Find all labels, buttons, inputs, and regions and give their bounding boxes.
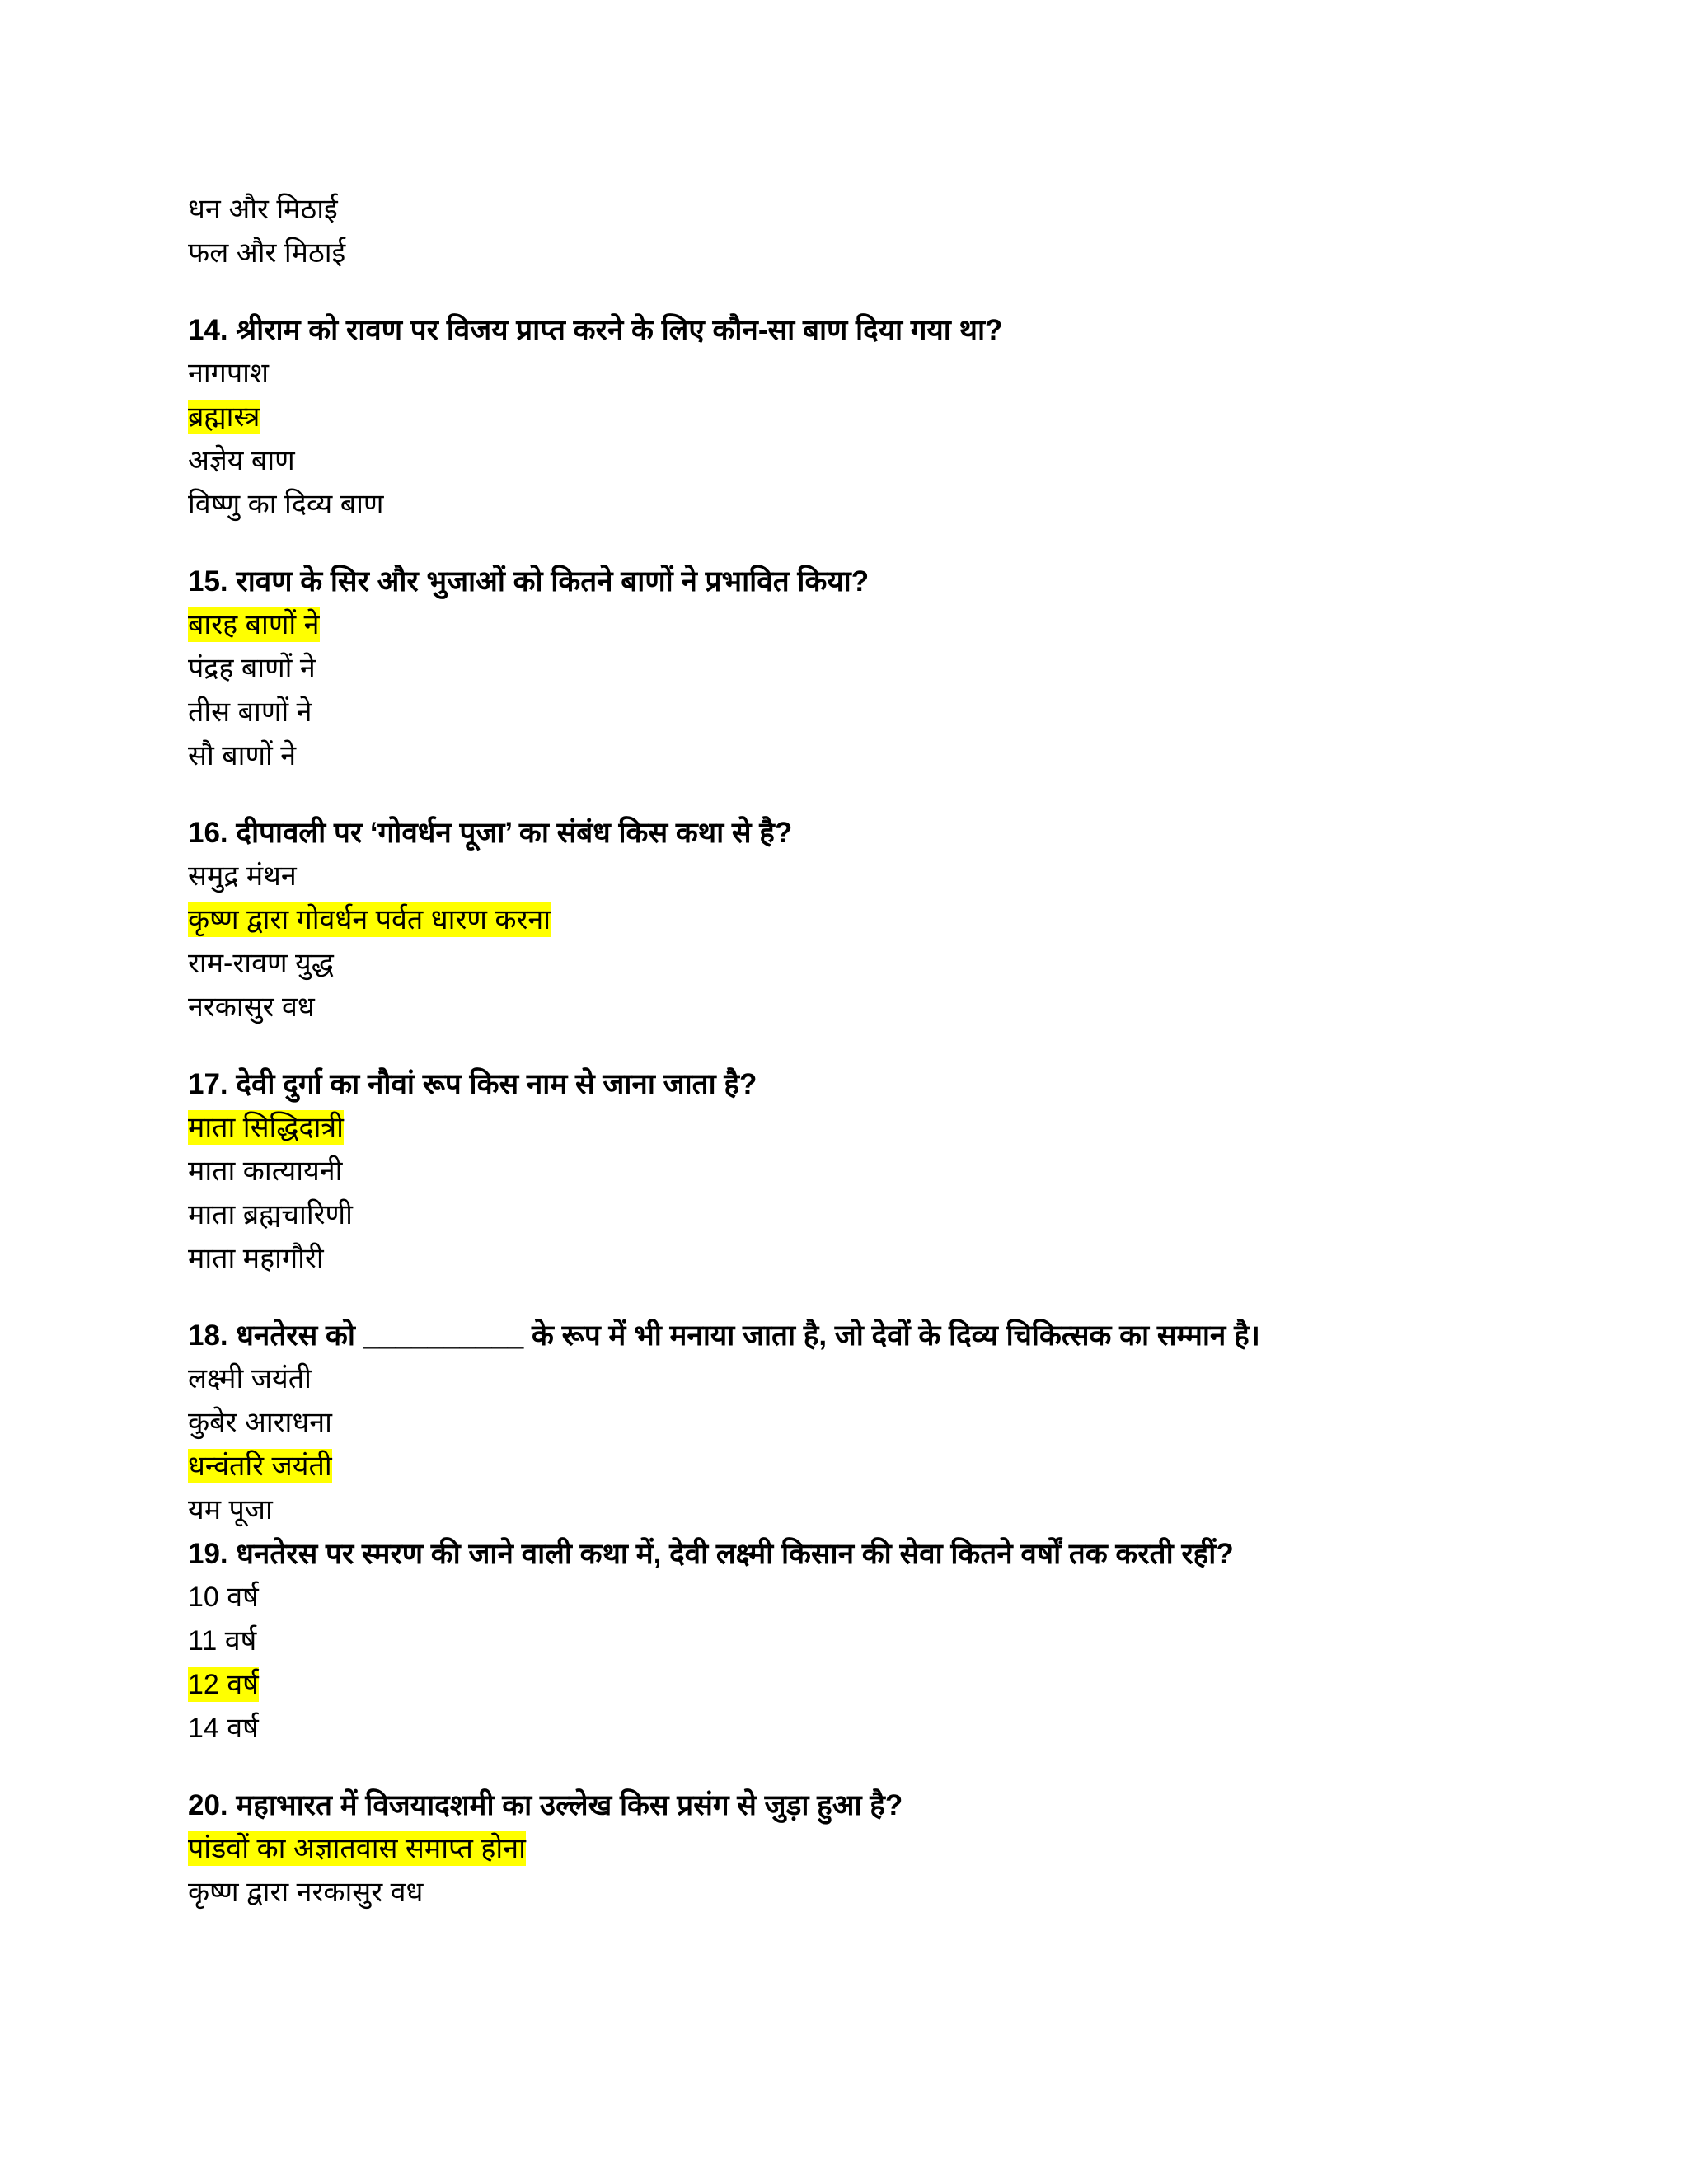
- answer-option: [188, 986, 1606, 1029]
- option-text: बारह बाणों ने: [188, 609, 320, 640]
- option-text: धन और मिठाई: [188, 194, 338, 225]
- answer-option: [188, 1707, 1606, 1750]
- question-block: [188, 811, 1606, 1029]
- option-text: नरकासुर वध: [188, 991, 315, 1023]
- option-text: 14 वर्ष: [188, 1713, 259, 1744]
- answer-option-correct: [188, 396, 1606, 439]
- answer-option: [188, 855, 1606, 898]
- question-block: [188, 560, 1606, 778]
- option-text: माता कात्यायनी: [188, 1155, 343, 1187]
- answer-option: [188, 232, 1606, 275]
- option-text: अज्ञेय बाण: [188, 445, 295, 476]
- answer-option: [188, 734, 1606, 778]
- option-text: माता ब्रह्मचारिणी: [188, 1199, 353, 1230]
- question-text: 16. दीपावली पर ‘गोवर्धन पूजा’ का संबंध किस कथा से है?: [188, 817, 793, 849]
- answer-option-correct: [188, 1827, 1606, 1871]
- option-text: कृष्ण द्वारा गोवर्धन पर्वत धारण करना: [188, 904, 551, 935]
- option-text: कृष्ण द्वारा नरकासुर वध: [188, 1877, 424, 1908]
- answer-option: [188, 483, 1606, 527]
- option-text: विष्णु का दिव्य बाण: [188, 489, 384, 520]
- answer-option: [188, 1357, 1606, 1401]
- answer-option: [188, 352, 1606, 396]
- question-text: 19. धनतेरस पर स्मरण की जाने वाली कथा में, देवी लक्ष्मी किसान की सेवा कितने वर्षों तक करती रहीं?: [188, 1538, 1234, 1570]
- answer-option: [188, 439, 1606, 483]
- option-text: माता महागौरी: [188, 1243, 324, 1274]
- question-text: 14. श्रीराम को रावण पर विजय प्राप्त करने के लिए कौन-सा बाण दिया गया था?: [188, 314, 1003, 346]
- answer-option: [188, 188, 1606, 232]
- option-text: 12 वर्ष: [188, 1669, 259, 1700]
- answer-option: [188, 1237, 1606, 1281]
- option-text: पांडवों का अज्ञातवास समाप्त होना: [188, 1833, 526, 1864]
- question-block: [188, 1062, 1606, 1281]
- question-text: 18. धनतेरस को __________ के रूप में भी मनाया जाता है, जो देवों के दिव्य चिकित्सक का सम्मान है।: [188, 1319, 1260, 1352]
- answer-option: [188, 1193, 1606, 1237]
- option-text: पंद्रह बाणों ने: [188, 653, 316, 684]
- answer-option: [188, 942, 1606, 986]
- quiz-document: [188, 188, 1606, 1947]
- answer-option-correct: [188, 1106, 1606, 1150]
- option-text: नागपाश: [188, 358, 270, 389]
- answer-option: [188, 1488, 1606, 1532]
- option-text: माता सिद्धिदात्री: [188, 1112, 344, 1143]
- option-text: धन्वंतरि जयंती: [188, 1451, 332, 1482]
- question-block: [188, 188, 1606, 275]
- option-text: कुबेर आराधना: [188, 1407, 332, 1438]
- answer-option-correct: [188, 1663, 1606, 1707]
- answer-option: [188, 1401, 1606, 1445]
- answer-option: [188, 1576, 1606, 1619]
- option-text: फल और मिठाई: [188, 237, 346, 269]
- option-text: 10 वर्ष: [188, 1582, 259, 1613]
- answer-option: [188, 1619, 1606, 1663]
- answer-option: [188, 1150, 1606, 1193]
- option-text: लक्ष्मी जयंती: [188, 1363, 312, 1394]
- answer-option-correct: [188, 603, 1606, 647]
- option-text: 11 वर्ष: [188, 1625, 257, 1657]
- option-text: समुद्र मंथन: [188, 860, 297, 892]
- answer-option: [188, 691, 1606, 734]
- option-text: ब्रह्मास्त्र: [188, 401, 260, 433]
- answer-option-correct: [188, 1445, 1606, 1488]
- option-text: सौ बाणों ने: [188, 740, 297, 771]
- question-block: [188, 308, 1606, 527]
- question-text: 20. महाभारत में विजयादशमी का उल्लेख किस प्रसंग से जुड़ा हुआ है?: [188, 1789, 903, 1821]
- answer-option-correct: [188, 898, 1606, 942]
- question-text: 17. देवी दुर्गा का नौवां रूप किस नाम से जाना जाता है?: [188, 1068, 757, 1100]
- question-block: [188, 1532, 1606, 1750]
- option-text: यम पूजा: [188, 1494, 273, 1526]
- option-text: तीस बाणों ने: [188, 696, 312, 728]
- answer-option: [188, 647, 1606, 691]
- option-text: राम-रावण युद्ध: [188, 948, 334, 979]
- answer-option: [188, 1871, 1606, 1915]
- question-block: [188, 1314, 1606, 1532]
- question-text: 15. रावण के सिर और भुजाओं को कितने बाणों ने प्रभावित किया?: [188, 565, 870, 598]
- question-block: [188, 1783, 1606, 1915]
